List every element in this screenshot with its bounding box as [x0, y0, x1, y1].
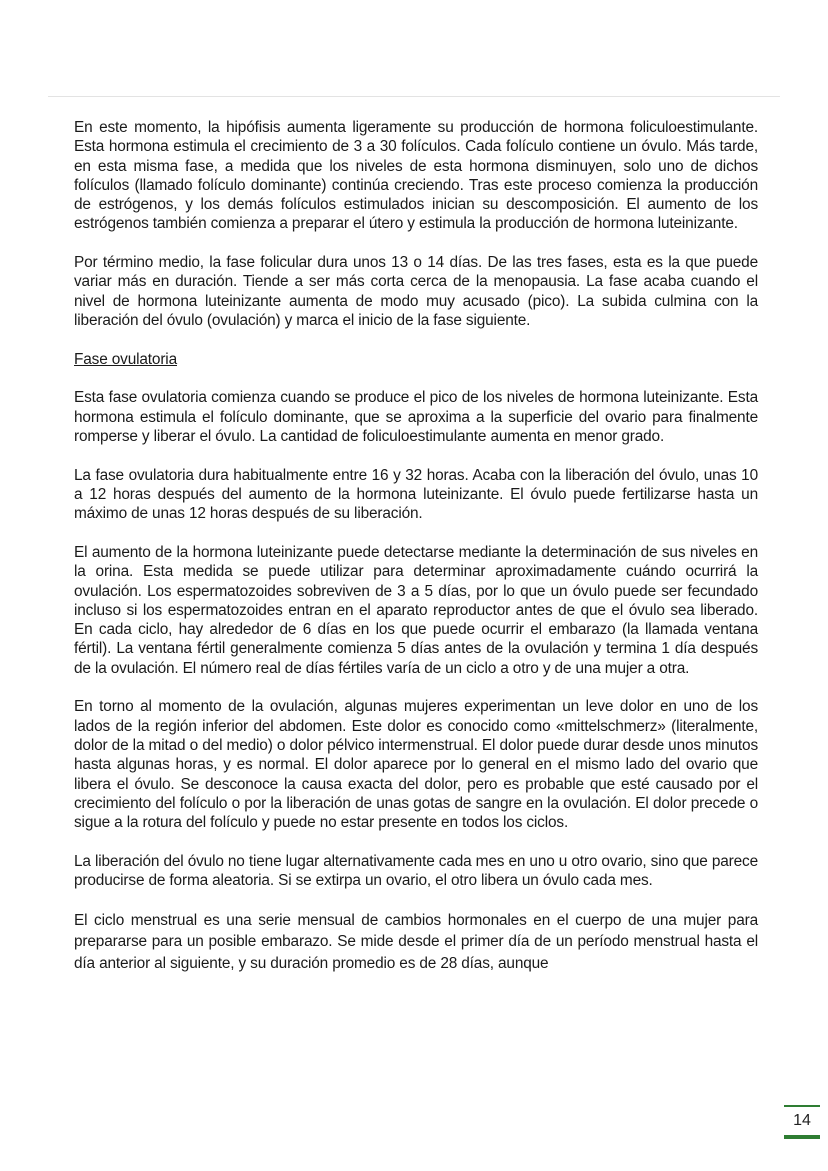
paragraph: Por término medio, la fase folicular dura unos 13 o 14 días. De las tres fases, esta es la que puede variar más en duración. Tiende a ser más corta cerca de la menopausia. La fase acaba cuando el nivel de hormona luteinizante aumenta de modo muy acusado (pico). La subida culmina con la liberación del óvulo (ovulación) y marca el inicio de la fase siguiente.: [74, 254, 758, 330]
paragraph: En este momento, la hipófisis aumenta ligeramente su producción de hormona foliculoestimulante. Esta hormona estimula el crecimiento de 3 a 30 folículos. Cada folículo contiene un óvulo. Más tarde, en esta misma fase, a medida que los niveles de esta hormona disminuyen, solo uno de dichos folículos (llamado folículo dominante) continúa creciendo. Tras este proceso comienza la producción de estrógenos, y los demás folículos estimulados inician su descomposición. El aumento de los estrógenos también comienza a preparar el útero y estimula la producción de hormona luteinizante.: [74, 119, 758, 233]
page-number-bottom-rule: [784, 1135, 820, 1139]
section-heading-fase-ovulatoria: Fase ovulatoria: [74, 350, 177, 368]
page-number: 14: [793, 1112, 811, 1129]
page-body: [74, 118, 758, 974]
page-number-box: [784, 1105, 820, 1139]
paragraph: La liberación del óvulo no tiene lugar alternativamente cada mes en uno u otro ovario, sino que parece producirse de forma aleatoria. Si se extirpa un ovario, el otro libera un óvulo cada mes.: [74, 852, 758, 890]
paragraph: El aumento de la hormona luteinizante puede detectarse mediante la determinación de sus niveles en la orina. Esta medida se puede utilizar para determinar aproximadamente cuándo ocurrirá la ovulación. Los espermatozoides sobreviven de 3 a 5 días, por lo que un óvulo puede ser fecundado incluso si los espermatozoides entran en el aparato reproductor antes de que el óvulo sea liberado. En cada ciclo, hay alrededor de 6 días en los que puede ocurrir el embarazo (la llamada ventana fértil). La ventana fértil generalmente comienza 5 días antes de la ovulación y termina 1 día después de la ovulación. El número real de días fértiles varía de un ciclo a otro y de una mujer a otra.: [74, 544, 758, 677]
paragraph: Esta fase ovulatoria comienza cuando se produce el pico de los niveles de hormona luteinizante. Esta hormona estimula el folículo dominante, que se aproxima a la superficie del ovario para finalmente romperse y liberar el óvulo. La cantidad de foliculoestimulante aumenta en menor grado.: [74, 389, 758, 446]
paragraph: El ciclo menstrual es una serie mensual de cambios hormonales en el cuerpo de una mujer para prepararse para un posible embarazo. Se mide desde el primer día de un período menstrual hasta el día anterior al siguiente, y su duración promedio es de 28 días, aunque: [74, 911, 758, 972]
paragraph: La fase ovulatoria dura habitualmente entre 16 y 32 horas. Acaba con la liberación del óvulo, unas 10 a 12 horas después del aumento de la hormona luteinizante. El óvulo puede fertilizarse hasta un máximo de unas 12 horas después de su liberación.: [74, 466, 758, 523]
paragraph: En torno al momento de la ovulación, algunas mujeres experimentan un leve dolor en uno de los lados de la región inferior del abdomen. Este dolor es conocido como «mittelschmerz» (literalmente, dolor de la mitad o del medio) o dolor pélvico intermenstrual. El dolor puede durar desde unos minutos hasta algunas horas, y es normal. El dolor aparece por lo general en el mismo lado del ovario que libera el óvulo. Se desconoce la causa exacta del dolor, pero es probable que esté causado por el crecimiento del folículo o por la liberación de unas gotas de sangre en la ovulación. El dolor precede o sigue a la rotura del folículo y puede no estar presente en todos los ciclos.: [74, 698, 758, 832]
header-divider: [48, 96, 780, 97]
page-number-top-rule: [784, 1105, 820, 1107]
